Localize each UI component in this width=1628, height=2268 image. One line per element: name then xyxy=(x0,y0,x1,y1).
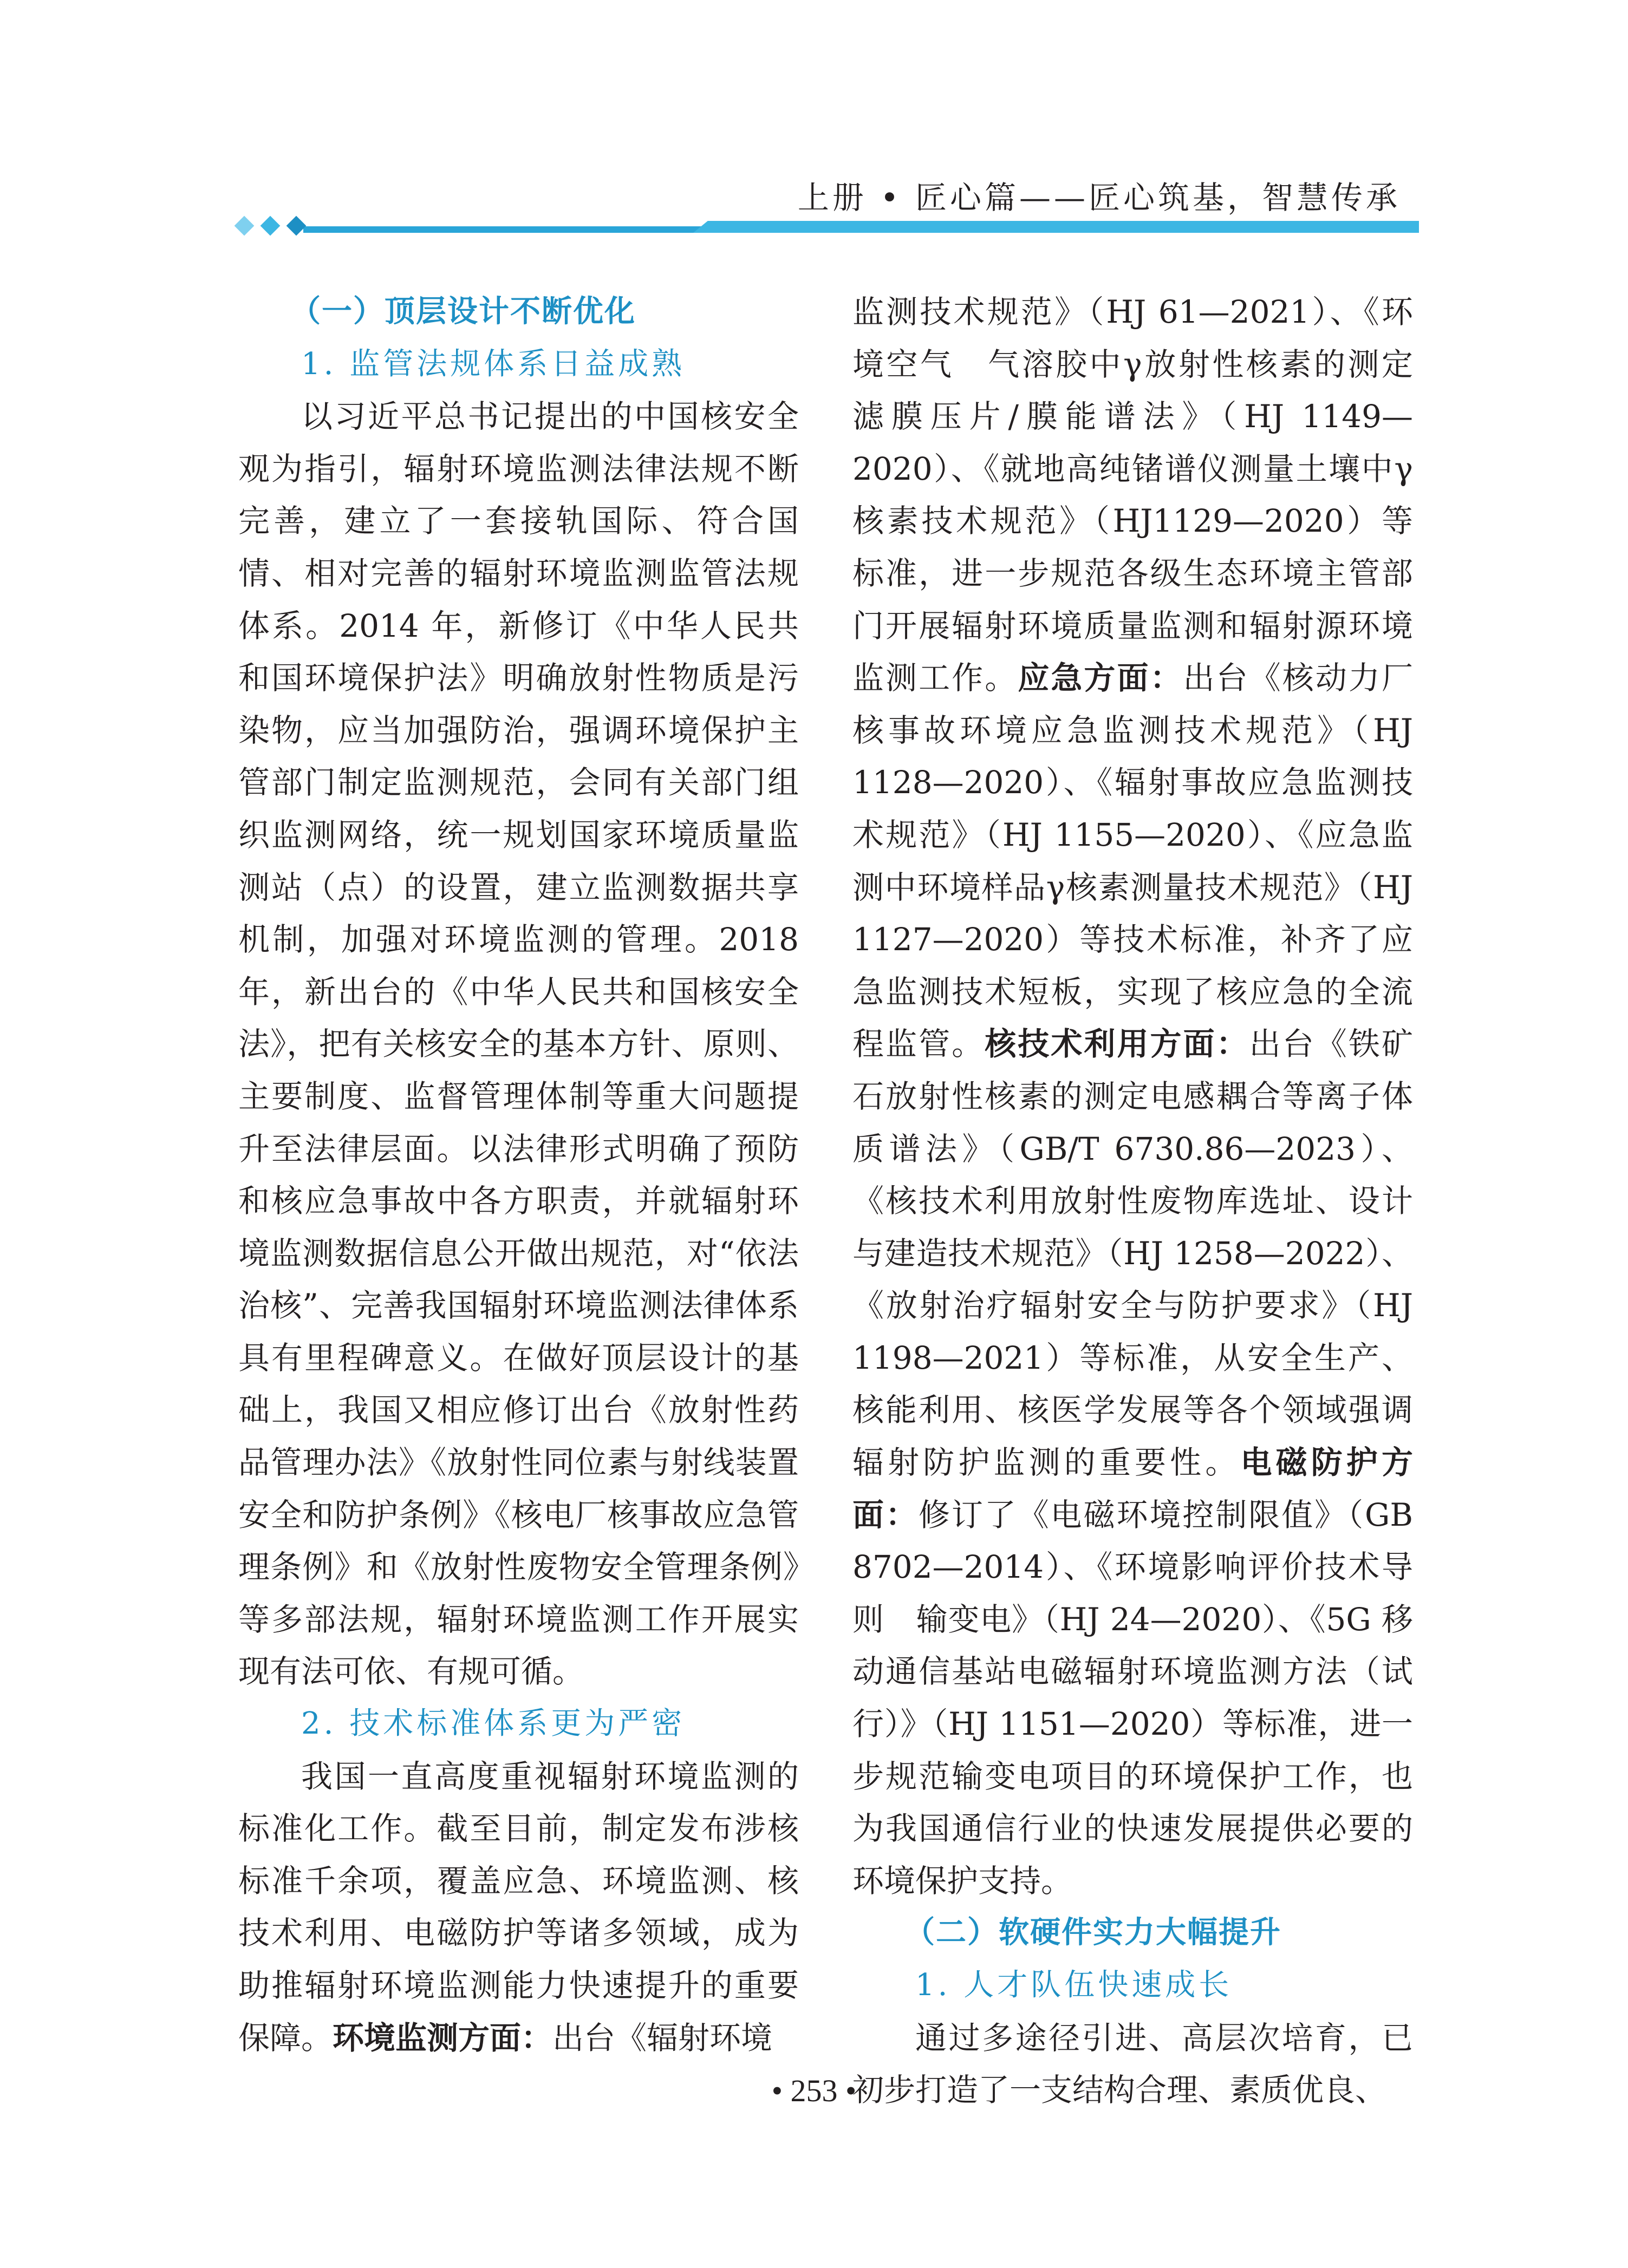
section-title-capacity: （二）软硬件实力大幅提升 xyxy=(904,1915,1281,1951)
page-number: • 253 • xyxy=(771,2073,857,2108)
diamond-icon xyxy=(235,216,255,236)
continued-text: 监测技术规范》（HJ 61—2021）、《环境空气 气溶胶中γ放射性核素的测定 滤膜压片/膜能谱法》（HJ 1149—2020）、《就地高纯锗谱仪测量土壤中γ核素技术规范》（HJ1129—2020）等标准，进一步规范各级生态环境主管部门开展辐射环境质量监测和辐射源环境监测工作。 xyxy=(852,293,1445,697)
header-rule-accent xyxy=(693,221,1419,233)
paragraph-standards-text: 我国一直高度重视辐射环境监测的标准化工作。截至目前，制定发布涉核标准千余项，覆盖应急、环境监测、核技术利用、电磁防护等诸多领域，成为助推辐射环境监测能力快速提升的重要保障。 xyxy=(238,1757,799,2056)
electromagnetic-text: 修订了《电磁环境控制限值》（GB 8702—2014）、《环境影响评价技术导则 输变电》（HJ 24—2020）、《5G 移动通信基站电磁辐射环境监测方法（试行）》（HJ 1151—2020）等标准，进一步规范输变电项目的环境保护工作，也为我国通信行业的快速发展提供必要的环境保护支持。 xyxy=(852,1496,1413,1899)
paragraph-talent: 通过多途径引进、高层次培育，已初步打造了一支结构合理、素质优良、 xyxy=(852,2019,1413,2109)
nuclear-tech-text: 出台《铁矿石放射性核素的测定电感耦合等离子体质谱法》（GB/T 6730.86—2023）、《核技术利用放射性废物库选址、设计与建造技术规范》（HJ 1258—2022）、《放射治疗辐射安全与防护要求》（HJ 1198—2021）等标准，从安全生产、核能利用、核医学发展等各个领域强调辐射防护监测的重要性。 xyxy=(852,1025,1413,1481)
diamond-icon xyxy=(261,216,281,236)
section-title-top-level-design: （一）顶层设计不断优化 xyxy=(290,294,636,329)
subsection-title-regulations: 1. 监管法规体系日益成熟 xyxy=(301,346,686,382)
header-diamonds xyxy=(237,219,303,233)
running-header: 上册 • 匠心篇——匠心筑基，智慧传承 xyxy=(797,179,1401,216)
emergency-text: 出台《核动力厂核事故环境应急监测技术规范》（HJ 1128—2020）、《辐射事故应急监测技术规范》（HJ 1155—2020）、《应急监测中环境样品γ核素测量技术规范》（HJ 1127—2020）等技术标准，补齐了应急监测技术短板，实现了核应急的全流程监管。 xyxy=(852,659,1413,1063)
paragraph-standards-continued xyxy=(852,286,1445,1907)
paragraph-standards xyxy=(238,1750,799,2064)
right-column xyxy=(852,286,1445,2116)
paragraph-standards-tail: 出台《辐射环境 xyxy=(552,2019,773,2056)
bold-environment-monitoring: 环境监测方面： xyxy=(333,2019,553,2056)
diamond-icon xyxy=(286,216,307,236)
subsection-title-standards: 2. 技术标准体系更为严密 xyxy=(301,1706,686,1742)
bold-nuclear-tech: 核技术利用方面： xyxy=(985,1025,1249,1063)
subsection-title-talent: 1. 人才队伍快速成长 xyxy=(915,1968,1233,2003)
bold-electromagnetic: 电磁防护方面： xyxy=(852,1444,1413,1533)
bold-emergency: 应急方面： xyxy=(1018,659,1183,697)
paragraph-regulations: 以习近平总书记提出的中国核安全观为指引，辐射环境监测法律法规不断完善，建立了一套接轨国际、符合国情、相对完善的辐射环境监测监管法规体系。2014 年，新修订《中华人民共和国环境保护法》明确放射性物质是污染物，应当加强防治，强调环境保护主管部门制定监测规范，会同有关部门组织监测网络，统一规划国家环境质量监测站（点）的设置，建立监测数据共享机制，加强对环境监测的管理。2018 年，新出台的《中华人民共和国核安全法》，把有关核安全的基本方针、原则、主要制度、监督管理体制等重大问题提升至法律层面。以法律形式明确了预防和核应急事故中各方职责，并就辐射环境监测数据信息公开做出规范，对“依法治核”、完善我国辐射环境监测法律体系具有里程碑意义。在做好顶层设计的基础上，我国又相应修订出台《放射性药品管理办法》《放射性同位素与射线装置安全和防护条例》《核电厂核事故应急管理条例》和《放射性废物安全管理条例》等多部法规，辐射环境监测工作开展实现有法可依、有规可循。 xyxy=(238,398,799,1690)
left-column xyxy=(238,286,799,2064)
